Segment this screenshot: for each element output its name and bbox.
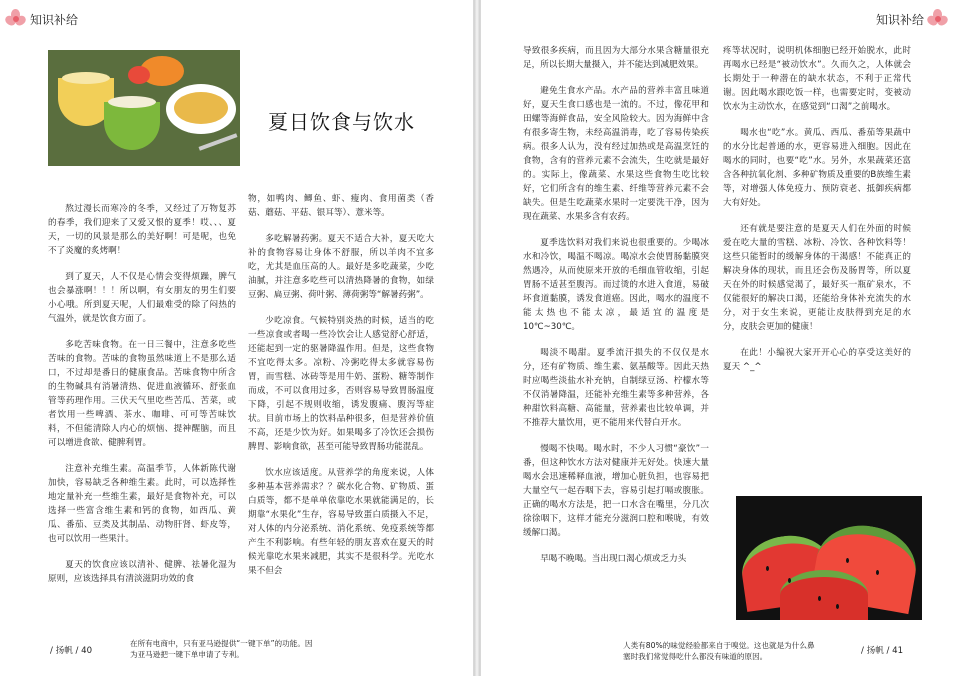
section-title-left: 知识补给: [30, 12, 79, 27]
food-photo: [48, 50, 240, 166]
paragraph: 早喝不晚喝。当出现口渴心烦或乏力头: [540, 554, 687, 564]
footnote-right: 人类有80%的味觉经验都来自于嗅觉。这也就是为什么鼻 塞时我们常觉得吃什么都没有味道的原因。: [623, 641, 815, 661]
page-number-right: / 扬帆 / 41: [861, 646, 904, 656]
flower-icon: [6, 9, 26, 29]
left-column-2: [248, 192, 434, 590]
paragraph: 在此！小编祝大家开开心心的享受这美好的夏天 ^_^: [723, 348, 911, 372]
paragraph: 熬过漫长而寒冷的冬季，又经过了万物复苏的春季，我们迎来了又爱又恨的夏季！哎、、、夏天，一切的风景是那么的美好啊！可是呢，也免不了炎魔的炙烤啊！: [48, 204, 236, 256]
paragraph: 避免生食水产品。水产品的营养丰富且味道好，夏天生食口感也是一流的。不过，像花甲和田螺等海鲜食品，安全风险较大。因为海鲜中含有很多寄生物，未经高温消毒，吃了容易传染疾病。很多人认为，没有经过加热或是高温烹饪的食物，含有的营养元素不会流失，生吃就是最好的。实际上，像蔬菜、水果这些食物生吃比较好，它们所含有的维生素、纤维等营养元素不会缺失。但是生吃蔬菜水果时一定要洗干净，因为现在蔬菜、水果多含有农药。: [523, 86, 709, 222]
flower-icon: [928, 9, 948, 29]
paragraph: 喝淡不喝甜。夏季流汗损失的不仅仅是水分，还有矿物质、维生素、氨基酸等。因此天热时应喝些淡盐水补充钠，自制绿豆汤、柠檬水等不仅消暑降温，还能补充维生素等多种营养，各种甜饮料高糖、高能量，营养素也比较单调，并不推荐大量饮用，更不能用来代替白开水。: [523, 348, 709, 428]
paragraph: 夏天的饮食应该以清补、健脾、祛暑化湿为原则，应该选择具有清淡滋阴功效的食: [48, 560, 236, 584]
right-column-1: [523, 44, 709, 578]
footnote-left: 在所有电商中，只有亚马逊提供“一键下单”的功能。因 为亚马逊把一键下单申请了专利。: [130, 639, 313, 659]
paragraph: 少吃凉食。气候特别炎热的时候，适当的吃一些凉食或者喝一些冷饮会让人感觉舒心舒适，还能起到一定的驱暑降温作用。但是，这些食物不宜吃得太多。凉粉、冷粥吃得太多就容易伤胃，而雪糕、冰砖等是用牛奶、蛋粉、糖等制作而成，不可以食用过多，否则容易导致胃肠温度下降，引起不规则收缩，诱发腹痛、腹泻等症状。目前市场上的饮料品种很多，但是营养价值不高，还是少饮为好。如果喝多了冷饮还会损伤脾胃、影响食欲，甚至可能导致胃肠功能混乱。: [248, 316, 434, 452]
paragraph: 到了夏天，人不仅是心情会变得烦躁，脾气也会暴涨啊！！！所以啊，有女朋友的男生们要小心哦。所到夏天呢，人们最难受的除了闷热的气温外，就是饮食方面了。: [48, 272, 236, 324]
paragraph: 多吃解暑药粥。夏天不适合大补，夏天吃大补的食物容易让身体不舒服，所以羊肉不宜多吃，尤其是血压高的人。最好是多吃蔬菜，少吃油腻，并注意多吃些可以清热降暑的食物，如绿豆粥、扁豆粥、荷叶粥、薄荷粥等“解暑药粥”。: [248, 234, 434, 300]
left-page: [0, 0, 474, 676]
paragraph: 慢喝不快喝。喝水时，不少人习惯“豪饮”一番，但这种饮水方法对健康并无好处。快速大量喝水会迅速稀释血液，增加心脏负担，也容易把大量空气一起吞咽下去，容易引起打嗝或腹胀。正确的喝水方法是，把一口水含在嘴里，分几次徐徐咽下，这样才能充分滋润口腔和喉咙，有效缓解口渴。: [523, 444, 709, 538]
watermelon-photo: [736, 496, 922, 620]
paragraph: 喝水也“吃”水。黄瓜、西瓜、番茄等果蔬中的水分比起普通的水，更容易进入细胞。因此在喝水的同时，也要“吃”水。另外，水果蔬菜还富含各种抗氧化剂、多种矿物质及重要的B族维生素等，对增强人体免疫力、预防衰老、抵御疾病都大有好处。: [723, 128, 911, 208]
paragraph: 多吃苦味食物。在一日三餐中，注意多吃些苦味的食物。苦味的食物虽然味道上不是那么适口，不过却是番日的健康食品。苦味食物中所含的生物碱具有消暑清热、促进血液循环、舒张血管等药理作用。三伏天气里吃些苦瓜、苦菜，或者饮用一些啤酒、茶水、咖啡、可可等苦味饮料，不但能清除人内心的烦恼、提神醒脑，而且可以增进食欲、健脾利胃。: [48, 340, 236, 448]
left-header: [6, 6, 82, 32]
right-column-2: [723, 44, 911, 386]
paragraph: 还有就是要注意的是夏天人们在外面的时候爱在吃大量的雪糕、冰粉、冷饮、各种饮料等！这些只能暂时的缓解身体的干渴感！不能真正的解决身体的现状，而且还会伤及肠胃等，所以夏天在外的时候感觉渴了，最好买一瓶矿泉水，不仅能很好的解决口渴，还能给身体补充流失的水分，对于女生来说，更能让皮肤得到充足的水分，皮肤会更加的健康！: [723, 224, 911, 332]
paragraph: 物，如鸭肉、鲫鱼、虾、瘦肉、食用菌类（香菇、蘑菇、平菇、银耳等）、薏米等。: [248, 194, 434, 218]
paragraph: 饮水应该适度。从营养学的角度来说，人体多种基本营养需求？？碳水化合物、矿物质、蛋白质等，都不是单单依靠吃水果就能满足的，长期靠“水果化”生存，容易导致蛋白质摄入不足，对人体的内分泌系统、消化系统、免疫系统等都产生不利影响。有些年轻的朋友喜欢在夏天的时候光靠吃水果来减肥，其实不是很科学。光吃水果不但会: [248, 468, 434, 576]
paragraph: 疼等状况时，说明机体细胞已经开始脱水，此时再喝水已经是“被动饮水”。久而久之，人体就会长期处于一种潜在的缺水状态，不利于正常代谢。因此喝水跟吃饭一样，也需要定时，变被动饮水为主动饮水，在感觉到“口渴”之前喝水。: [723, 46, 911, 112]
page-number-left: / 扬帆 / 40: [50, 646, 93, 656]
paragraph: 导致很多疾病，而且因为大部分水果含糖量很充足，所以长期大量摄入，并不能达到减肥效果。: [523, 46, 709, 70]
right-header: [872, 6, 948, 32]
left-column-1: [48, 202, 236, 598]
paragraph: 夏季选饮料对我们来说也很重要的。少喝冰水和冷饮，喝温不喝凉。喝凉水会使胃肠黏膜突然遇冷，从而使原来开放的毛细血管收缩，引起胃肠不适甚至腹泻。而过烫的水进入食道，易破坏食道黏膜，诱发食道癌。因此，喝水的温度不能太热也不能太凉，最适宜的温度是10℃~30℃。: [523, 238, 709, 332]
section-title-right: 知识补给: [875, 12, 924, 27]
article-title: 夏日饮食与饮水: [268, 110, 415, 134]
paragraph: 注意补充维生素。高温季节，人体新陈代谢加快，容易缺乏各种维生素。此时，可以选择性地定量补充一些维生素，最好是食物补充，可以选择一些富含维生素和钙的食物，如西瓜、黄瓜、番茄、豆类及其制品、动物肝肾、虾皮等，也可以饮用一些果汁。: [48, 464, 236, 544]
